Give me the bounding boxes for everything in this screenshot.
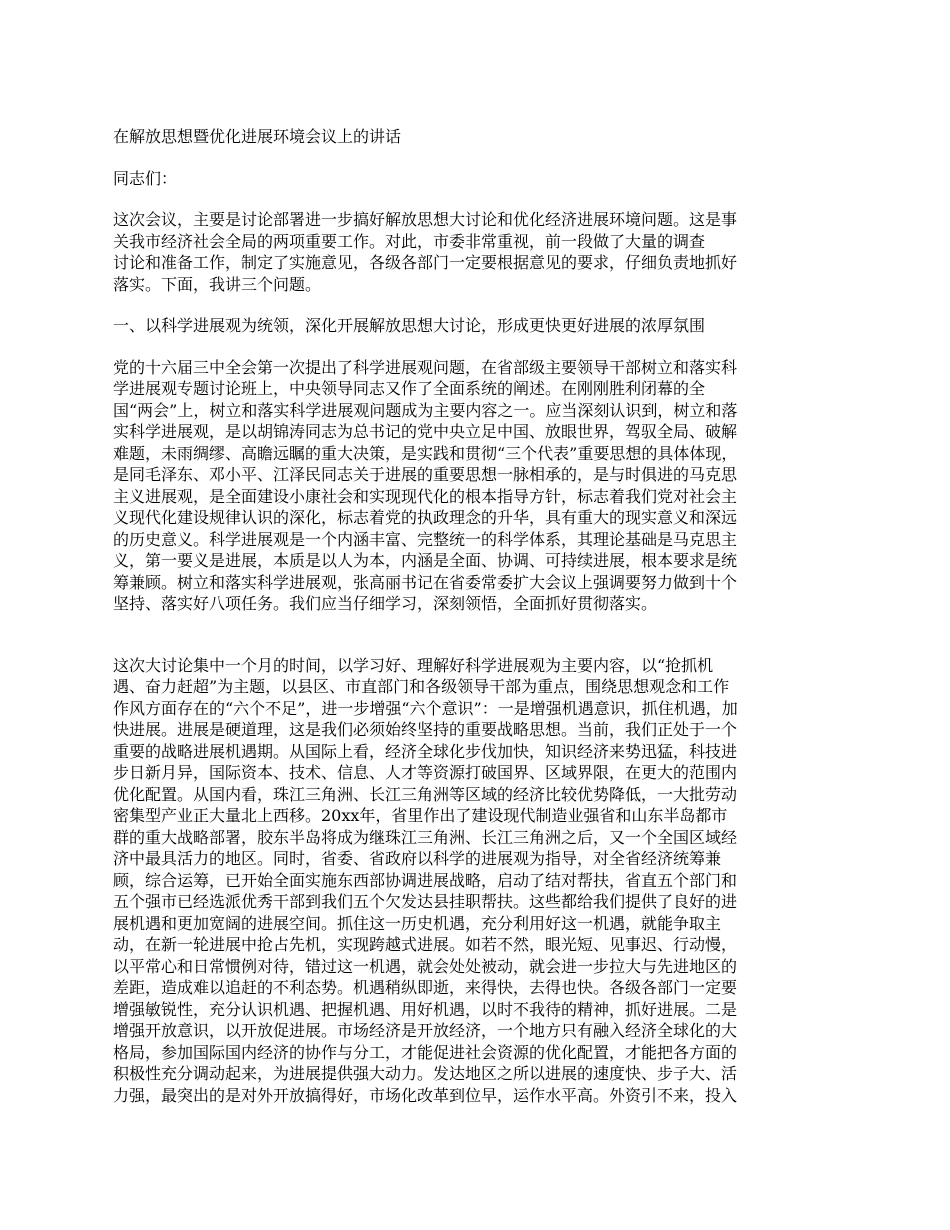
paragraph-scientific-development — [113, 357, 843, 615]
paragraph-line: 国“两会”上，树立和落实科学进展观问题成为主要内容之一。应当深刻认识到，树立和落 — [113, 400, 738, 420]
paragraph-line: 实科学进展观，是以胡锦涛同志为总书记的党中央立足中国、放眼世界，驾驭全局、破解 — [113, 422, 738, 441]
paragraph-line: 重要的战略进展机遇期。从国际上看，经济全球化步伐加快，知识经济来势迅猛，科技进 — [113, 741, 738, 761]
paragraph-line: 展机遇和更加宽阔的进展空间。抓住这一历史机遇，充分利用好这一机遇，就能争取主 — [113, 913, 722, 933]
paragraph-line: 顾，综合运筹，已开始全面实施东西部协调进展战略，启动了结对帮扶，省直五个部门和 — [113, 870, 738, 890]
paragraph-line: 优化配置。从国内看，珠江三角洲、长江三角洲等区域的经济比较优势降低，一大批劳动 — [113, 784, 738, 804]
paragraph-line: 群的重大战略部署，胶东半岛将成为继珠江三角洲、长江三角洲之后，又一个全国区域经 — [113, 827, 738, 847]
paragraph-line: 快进展。进展是硬道理，这是我们必须始终坚持的重要战略思想。当前，我们正处于一个 — [113, 720, 738, 739]
greeting: 同志们： — [113, 168, 178, 188]
paragraph-line: 党的十六届三中全会第一次提出了科学进展观问题，在省部级主要领导干部树立和落实科 — [113, 357, 738, 377]
paragraph-line: 坚持、落实好八项任务。我们应当仔细学习，深刻领悟，全面抓好贯彻落实。 — [113, 594, 658, 613]
paragraph-line: 学进展观专题讨论班上，中央领导同志又作了全面系统的阐述。在刚刚胜利闭幕的全 — [113, 379, 706, 398]
paragraph-line: 五个强市已经选派优秀干部到我们五个欠发达县挂职帮扶。这些都给我们提供了良好的进 — [113, 892, 738, 911]
paragraph-line: 步日新月异，国际资本、技术、信息、人才等资源打破国界、区域界限，在更大的范围内 — [113, 763, 738, 782]
paragraph-line: 义，第一要义是进展，本质是以人为本，内涵是全面、协调、可持续进展，根本要求是统 — [113, 551, 738, 570]
paragraph-line: 增强敏锐性，充分认识机遇、把握机遇、用好机遇，以时不我待的精神，抓好进展。二是 — [113, 999, 738, 1019]
paragraph-line: 筹兼顾。树立和落实科学进展观，张高丽书记在省委常委扩大会议上强调要努力做到十个 — [113, 572, 738, 592]
paragraph-line: 关我市经济社会全局的两项重要工作。对此，市委非常重视，前一段做了大量的调查 — [113, 231, 706, 251]
paragraph-line: 义现代化建设规律认识的深化，标志着党的执政理念的升华，具有重大的现实意义和深远 — [113, 508, 738, 527]
paragraph-line: 是同毛泽东、邓小平、江泽民同志关于进展的重要思想一脉相承的，是与时俱进的马克思 — [113, 465, 738, 484]
paragraph-line: 格局，参加国际国内经济的协作与分工，才能促进社会资源的优化配置，才能把各方面的 — [113, 1042, 738, 1062]
paragraph-line: 作风方面存在的“六个不足”，进一步增强“六个意识”：一是增强机遇意识，抓住机遇，加 — [113, 698, 738, 718]
paragraph-line: 以平常心和日常惯例对待，错过这一机遇，就会处处被动，就会进一步拉大与先进地区的 — [113, 956, 738, 976]
paragraph-line: 的历史意义。科学进展观是一个内涵丰富、完整统一的科学体系，其理论基础是马克思主 — [113, 529, 738, 549]
paragraph-line: 济中最具活力的地区。同时，省委、省政府以科学的进展观为指导，对全省经济统筹兼 — [113, 849, 722, 868]
paragraph-line: 遇、奋力赶超”为主题，以县区、市直部门和各级领导干部为重点，围绕思想观念和工作 — [113, 677, 730, 696]
paragraph-line: 动，在新一轮进展中抢占先机，实现跨越式进展。如若不然，眼光短、见事迟、行动慢， — [113, 935, 738, 954]
paragraph-line: 讨论和准备工作，制定了实施意见，各级各部门一定要根据意见的要求，仔细负责地抓好 — [113, 253, 738, 272]
paragraph-discussion — [113, 655, 843, 1107]
paragraph-intro — [113, 209, 843, 295]
paragraph-line: 增强开放意识，以开放促进展。市场经济是开放经济，一个地方只有融入经济全球化的大 — [113, 1021, 738, 1040]
paragraph-line: 积极性充分调动起来，为进展提供强大动力。发达地区之所以进展的速度快、步子大、活 — [113, 1064, 738, 1083]
document-title: 在解放思想暨优化进展环境会议上的讲话 — [113, 127, 402, 146]
document-page — [113, 126, 843, 1126]
paragraph-line: 难题，未雨绸缪、高瞻远瞩的重大决策，是实践和贯彻“三个代表”重要思想的具体体现， — [113, 443, 738, 463]
paragraph-line: 差距，造成难以追赶的不利态势。机遇稍纵即逝，来得快，去得也快。各级各部门一定要 — [113, 978, 738, 997]
section-heading-1: 一、以科学进展观为统领，深化开展解放思想大讨论，形成更快更好进展的浓厚氛围 — [113, 316, 706, 335]
paragraph-line: 落实。下面，我讲三个问题。 — [113, 274, 322, 294]
paragraph-line: 密集型产业正大量北上西移。20xx年，省里作出了建设现代制造业强省和山东半岛都市 — [113, 806, 728, 825]
paragraph-line: 力强，最突出的是对外开放搞得好，市场化改革到位早，运作水平高。外资引不来，投入 — [113, 1085, 738, 1105]
paragraph-line: 这次会议，主要是讨论部署进一步搞好解放思想大讨论和优化经济进展环境问题。这是事 — [113, 210, 738, 229]
paragraph-line: 主义进展观，是全面建设小康社会和实现现代化的根本指导方针，标志着我们党对社会主 — [113, 486, 738, 506]
paragraph-line: 这次大讨论集中一个月的时间，以学习好、理解好科学进展观为主要内容，以“抢抓机 — [113, 655, 714, 675]
